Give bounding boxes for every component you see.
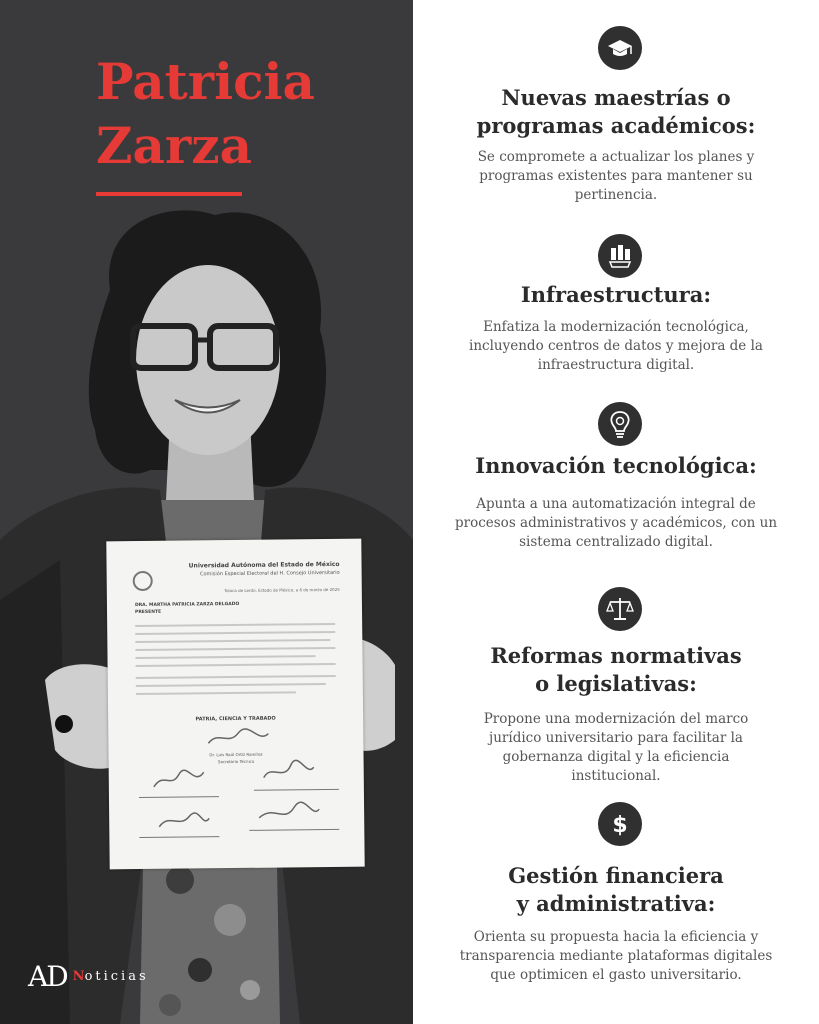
doc-addressee: DRA. MARTHA PATRICIA ZARZA DELGADO: [134, 601, 240, 609]
brand-initial: N: [72, 969, 85, 984]
section-title-line: Reformas normativas: [490, 643, 742, 668]
section-body-infrastructure: [440, 318, 792, 375]
section-body-line: infraestructura digital.: [537, 357, 695, 373]
university-crest-icon: [133, 571, 153, 591]
section-body-line: Se compromete a actualizar los planes y: [477, 149, 755, 165]
section-body-line: transparencia mediante plataformas digitales: [459, 948, 773, 964]
doc-text-line: [135, 647, 335, 651]
section-title-line: Infraestructura:: [520, 282, 712, 307]
doc-motto: PATRIA, CIENCIA Y TRABADO: [195, 715, 276, 723]
scales-icon: [598, 587, 642, 631]
person-name-line1: Patricia: [96, 52, 315, 111]
doc-text-line: [136, 691, 296, 695]
person-name-line2: Zarza: [96, 116, 253, 175]
section-title-line: y administrativa:: [516, 891, 716, 916]
section-body-line: sistema centralizado digital.: [519, 534, 713, 550]
brand-logo: [28, 960, 149, 993]
section-title-programs: [413, 84, 819, 140]
section-body-reforms: [440, 710, 792, 786]
doc-place-date: Toluca de Lerdo, Estado de México, a 6 de marzo de 2025: [224, 586, 340, 594]
section-body-line: gobernanza digital y la eficiencia: [502, 749, 730, 765]
section-body-line: pertinencia.: [574, 187, 658, 203]
doc-text-line: [136, 675, 336, 679]
signature-line: [254, 789, 339, 791]
section-body-line: Propone una modernización del marco: [483, 711, 749, 727]
signature-line: [139, 796, 219, 798]
doc-signer: Dr. Luis Raúl Ortiz Ramírez: [209, 751, 263, 758]
doc-addressee-role: PRESENTE: [135, 609, 162, 616]
doc-text-line: [135, 639, 330, 643]
section-body-line: que optimicen el gasto universitario.: [490, 967, 742, 983]
brand-name-rest: oticias: [84, 969, 149, 984]
section-body-line: Apunta a una automatización integral de: [476, 496, 756, 512]
doc-text-line: [136, 655, 316, 659]
section-body-finance: [440, 928, 792, 985]
doc-text-line: [135, 631, 335, 635]
doc-university: Universidad Autónoma del Estado de México: [188, 560, 340, 570]
section-body-line: incluyendo centros de datos y mejora de la: [469, 338, 763, 354]
section-title-line: o legislativas:: [535, 671, 697, 696]
section-title-line: Gestión financiera: [508, 863, 724, 888]
building-gear-icon: [598, 234, 642, 278]
section-body-line: programas existentes para mantener su: [479, 168, 753, 184]
section-title-line: Nuevas maestrías o: [501, 85, 731, 110]
signature-mark: [254, 801, 324, 826]
lightbulb-gear-icon: [598, 402, 642, 446]
section-body-innovation: [440, 495, 792, 552]
section-title-infrastructure: [413, 281, 819, 309]
svg-text:$: $: [612, 813, 628, 838]
section-body-line: procesos administrativos y académicos, con un: [454, 515, 778, 531]
certificate-document: [106, 539, 364, 870]
section-title-finance: [413, 862, 819, 918]
doc-text-line: [136, 663, 336, 667]
brand-mark: AD: [28, 960, 67, 993]
section-body-programs: [440, 148, 792, 205]
section-title-innovation: [413, 452, 819, 480]
doc-commission: Comisión Especial Electoral del H. Consejo Universitario: [199, 569, 340, 578]
section-body-line: Enfatiza la modernización tecnológica,: [483, 319, 749, 335]
signature-line: [249, 829, 339, 831]
signature-line: [139, 836, 219, 838]
section-body-line: Orienta su propuesta hacia la eficiencia y: [473, 929, 759, 945]
signature-mark: [149, 766, 209, 791]
signature-mark: [154, 808, 214, 833]
doc-signer-role: Secretario Técnico: [217, 758, 255, 765]
section-title-line: programas académicos:: [476, 113, 756, 138]
section-title-line: Innovación tecnológica:: [475, 453, 757, 478]
doc-text-line: [136, 683, 326, 687]
section-title-reforms: [413, 642, 819, 698]
doc-text-line: [135, 623, 335, 627]
graduation-cap-icon: [598, 26, 642, 70]
section-body-line: jurídico universitario para facilitar la: [489, 730, 743, 746]
section-body-line: institucional.: [571, 768, 661, 784]
dollar-icon: [598, 802, 642, 846]
signature-mark: [203, 728, 273, 749]
signature-mark: [259, 759, 319, 784]
